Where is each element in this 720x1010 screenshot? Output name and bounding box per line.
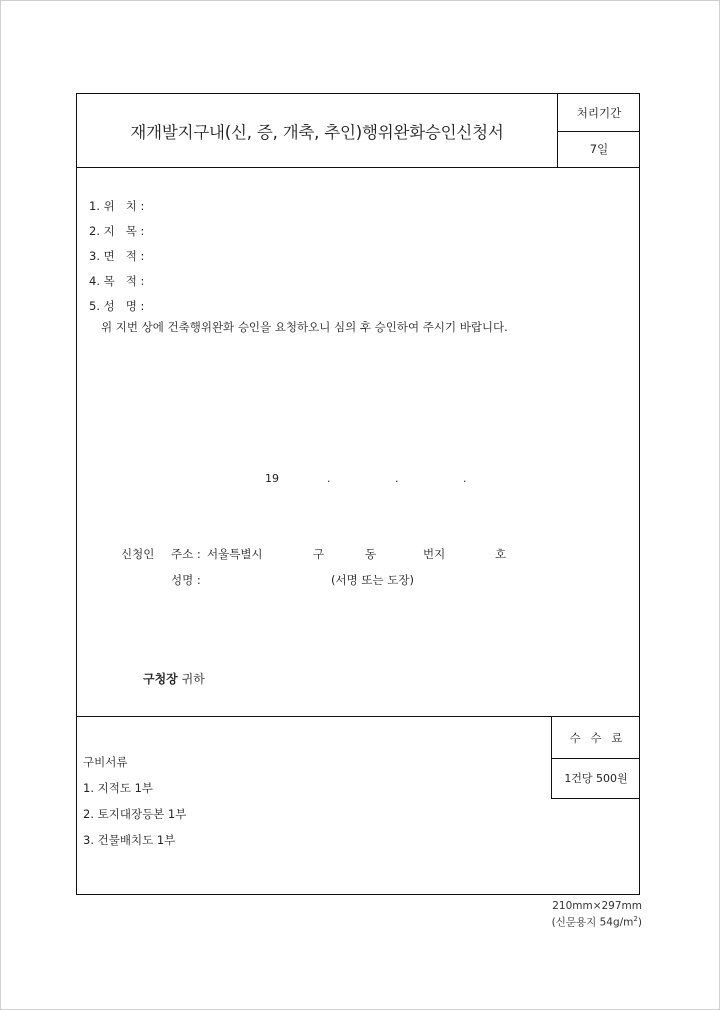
address-city: 서울특별시 bbox=[207, 547, 263, 561]
request-statement: 위 지번 상에 건축행위완화 승인을 요청하오니 심의 후 승인하여 주시기 바랍니다. bbox=[101, 320, 508, 334]
document-item: 3. 건물배치도 1부 bbox=[83, 833, 176, 847]
field-list bbox=[89, 194, 144, 319]
field-area: 3. 면 적 : bbox=[89, 249, 145, 263]
paper-size: 210mm×297mm bbox=[552, 900, 642, 912]
date-dot-1: . bbox=[327, 472, 331, 485]
address-beonji: 번지 bbox=[423, 547, 446, 561]
field-location: 1. 위 치 : bbox=[89, 199, 145, 213]
processing-period-value: 7일 bbox=[589, 142, 609, 156]
addressee-suffix: 귀하 bbox=[181, 672, 205, 686]
title-row bbox=[77, 94, 639, 168]
date-year: 19 bbox=[265, 472, 279, 485]
form-title: 재개발지구내(신, 증, 개축, 추인)행위완화승인신청서 bbox=[130, 122, 504, 142]
fee-value: 1건당 500원 bbox=[564, 772, 628, 785]
fee-box bbox=[551, 717, 640, 799]
required-documents-heading: 구비서류 bbox=[83, 755, 128, 769]
document-item: 1. 지적도 1부 bbox=[83, 781, 154, 795]
date-dot-3: . bbox=[463, 472, 467, 485]
field-name: 5. 성 명 : bbox=[89, 299, 145, 313]
applicant-label: 신청인 bbox=[121, 547, 155, 561]
address-gu: 구 bbox=[313, 547, 325, 561]
field-purpose: 4. 목 적 : bbox=[89, 274, 145, 288]
signature-note: (서명 또는 도장) bbox=[331, 573, 414, 587]
document-item: 2. 토지대장등본 1부 bbox=[83, 807, 187, 821]
address-dong: 동 bbox=[365, 547, 377, 561]
required-documents bbox=[83, 749, 186, 853]
address-ho: 호 bbox=[495, 547, 507, 561]
processing-period-label: 처리기간 bbox=[558, 94, 640, 132]
fee-label: 수 수 료 bbox=[552, 717, 640, 759]
name-label: 성명 : bbox=[171, 573, 201, 587]
address-label: 주소 : bbox=[171, 547, 201, 561]
application-form bbox=[76, 93, 640, 895]
bottom-section bbox=[77, 716, 639, 895]
addressee-name: 구청장 bbox=[143, 672, 178, 686]
field-land-category: 2. 지 목 : bbox=[89, 224, 145, 238]
paper-spec-footnote bbox=[552, 900, 642, 930]
processing-period-box bbox=[557, 94, 640, 167]
paper-type: (신문용지 $54g/m^2$) bbox=[551, 915, 642, 929]
date-dot-2: . bbox=[395, 472, 399, 485]
addressee bbox=[143, 670, 205, 687]
